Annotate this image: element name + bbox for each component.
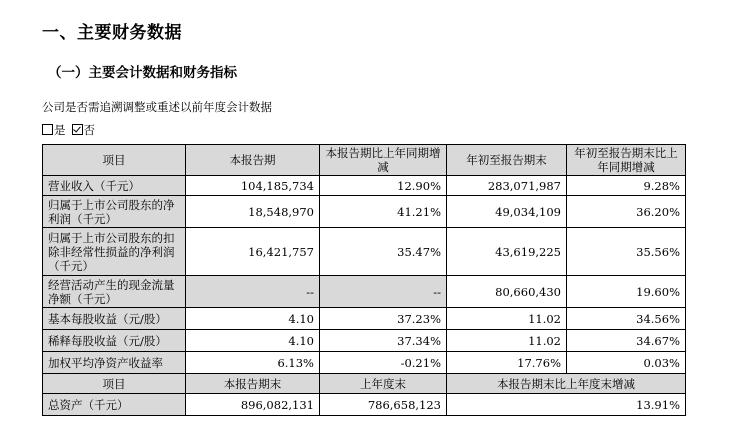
row-label: 归属于上市公司股东的扣除非经常性损益的净利润（千元）	[43, 228, 186, 276]
cell: 9.28%	[567, 176, 686, 196]
cell: 6.13%	[186, 352, 320, 374]
table-header-row	[43, 145, 686, 176]
cell: 80,660,430	[447, 276, 567, 308]
cell: 13.91%	[447, 394, 686, 416]
header-cell: 本报告期末比上年度末增减	[447, 374, 686, 394]
cell: 35.56%	[567, 228, 686, 276]
cell: 36.20%	[567, 196, 686, 228]
option-no-label: 否	[83, 123, 95, 137]
section-heading: 一、主要财务数据	[42, 23, 182, 43]
table-row	[43, 330, 686, 352]
cell: 104,185,734	[186, 176, 320, 196]
table-row	[43, 196, 686, 228]
header-cell: 年初至报告期末	[447, 145, 567, 176]
header-cell: 上年度末	[320, 374, 447, 394]
header-cell: 项目	[43, 374, 186, 394]
table-row	[43, 176, 686, 196]
row-label: 归属于上市公司股东的净利润（千元）	[43, 196, 186, 228]
cell: --	[186, 276, 320, 308]
cell: 896,082,131	[186, 394, 320, 416]
table-row	[43, 228, 686, 276]
cell: --	[320, 276, 447, 308]
cell: 41.21%	[320, 196, 447, 228]
row-label: 基本每股收益（元/股）	[43, 308, 186, 330]
cell: 11.02	[447, 330, 567, 352]
restatement-options	[42, 122, 95, 138]
cell: 17.76%	[447, 352, 567, 374]
cell: 11.02	[447, 308, 567, 330]
row-label: 稀释每股收益（元/股）	[43, 330, 186, 352]
table-row	[43, 276, 686, 308]
table-row	[43, 394, 686, 416]
cell: 49,034,109	[447, 196, 567, 228]
table-row	[43, 308, 686, 330]
row-label: 经营活动产生的现金流量净额（千元）	[43, 276, 186, 308]
header-cell: 本报告期末	[186, 374, 320, 394]
header-cell: 本报告期比上年同期增减	[320, 145, 447, 176]
cell: 283,071,987	[447, 176, 567, 196]
cell: 37.34%	[320, 330, 447, 352]
cell: 4.10	[186, 308, 320, 330]
row-label: 营业收入（千元）	[43, 176, 186, 196]
header-cell: 年初至报告期末比上年同期增减	[567, 145, 686, 176]
cell: -0.21%	[320, 352, 447, 374]
option-yes[interactable]	[42, 122, 66, 138]
table-header-row	[43, 374, 686, 394]
header-cell: 项目	[43, 145, 186, 176]
financial-data-table	[42, 144, 686, 416]
header-cell: 本报告期	[186, 145, 320, 176]
cell: 43,619,225	[447, 228, 567, 276]
cell: 16,421,757	[186, 228, 320, 276]
table-row	[43, 352, 686, 374]
subsection-heading: （一）主要会计数据和财务指标	[48, 65, 237, 81]
cell: 12.90%	[320, 176, 447, 196]
cell: 786,658,123	[320, 394, 447, 416]
cell: 19.60%	[567, 276, 686, 308]
cell: 0.03%	[567, 352, 686, 374]
checkbox-unchecked-icon[interactable]	[42, 124, 53, 135]
checkbox-checked-icon[interactable]	[72, 124, 83, 135]
option-no[interactable]	[72, 122, 96, 138]
row-label: 总资产（千元）	[43, 394, 186, 416]
cell: 4.10	[186, 330, 320, 352]
cell: 34.67%	[567, 330, 686, 352]
option-yes-label: 是	[54, 123, 66, 137]
restatement-question: 公司是否需追溯调整或重述以前年度会计数据	[42, 100, 272, 114]
row-label: 加权平均净资产收益率	[43, 352, 186, 374]
cell: 37.23%	[320, 308, 447, 330]
cell: 35.47%	[320, 228, 447, 276]
cell: 34.56%	[567, 308, 686, 330]
cell: 18,548,970	[186, 196, 320, 228]
